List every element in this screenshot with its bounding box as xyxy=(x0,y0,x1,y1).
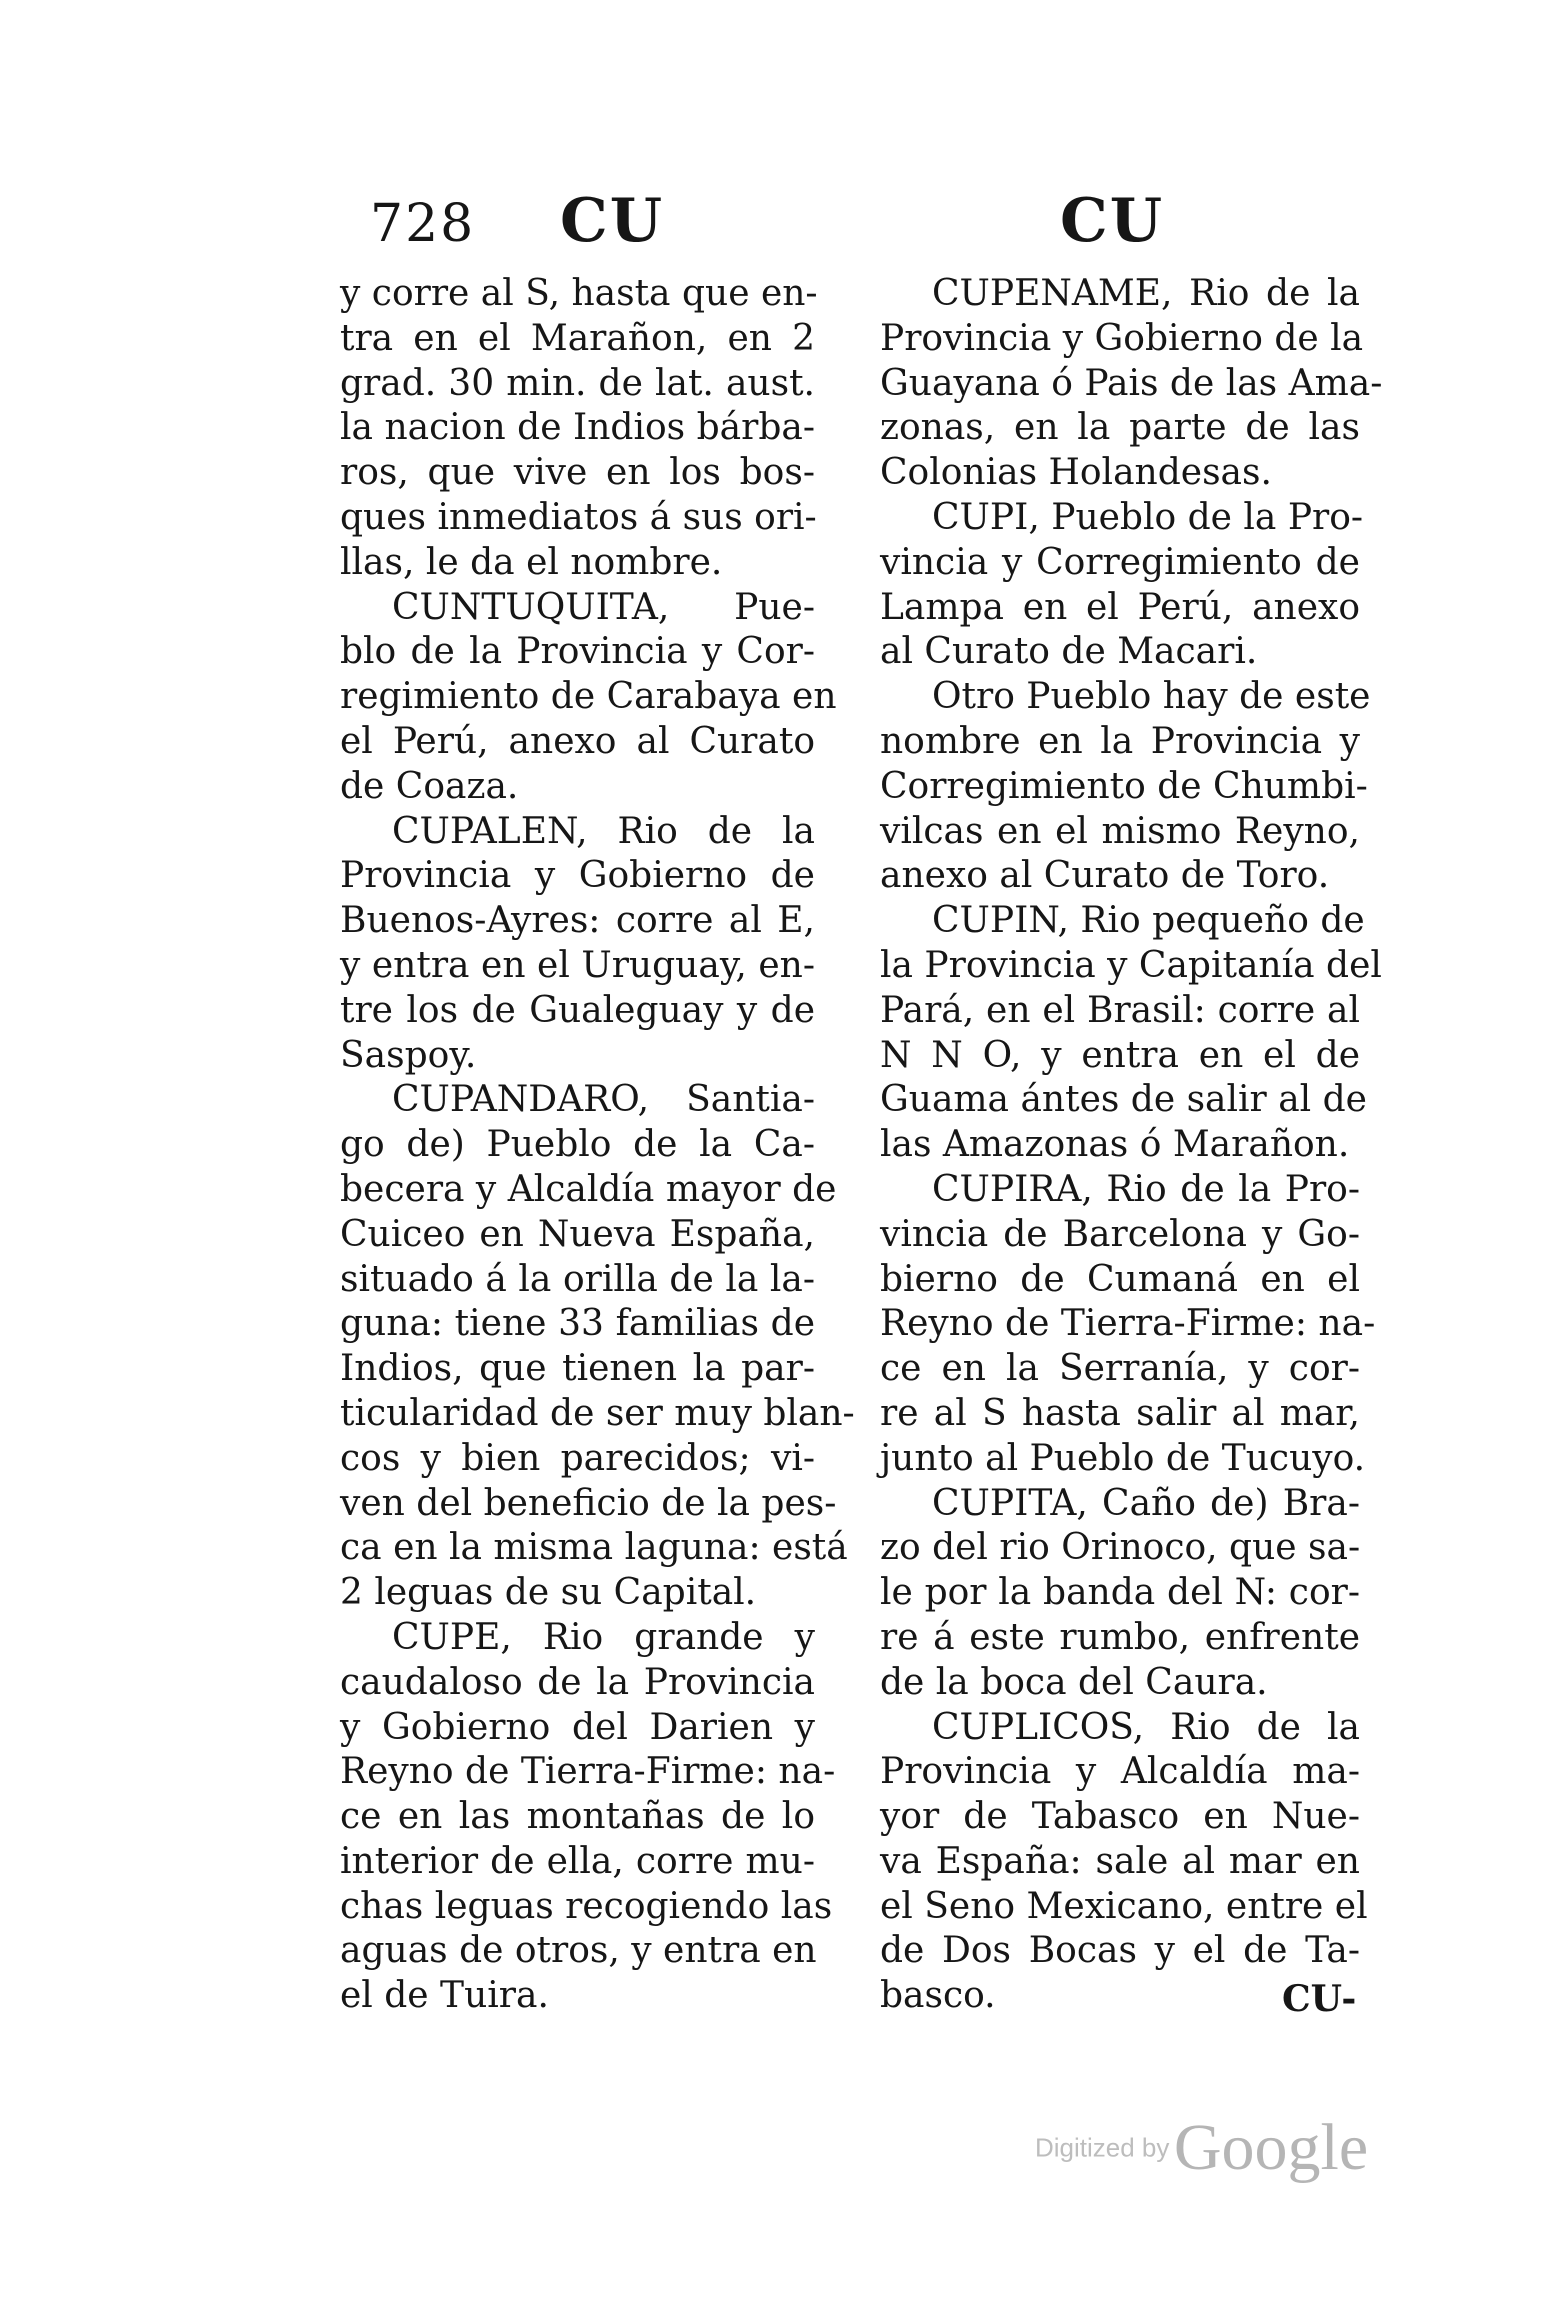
text-line: CUPIRA, Rio de la Pro- xyxy=(932,1168,1360,1210)
text-line: Provincia y Gobierno de la xyxy=(880,317,1364,359)
text-line: becera y Alcaldía mayor de xyxy=(340,1168,837,1210)
text-line: CUPLICOS, Rio de la xyxy=(932,1706,1360,1748)
text-line: CUPENAME, Rio de la xyxy=(932,273,1360,314)
text-line: ca en la misma laguna: está xyxy=(340,1527,848,1569)
text-line: ros, que vive en los bos- xyxy=(340,452,815,494)
text-line: caudaloso de la Provincia xyxy=(340,1661,815,1703)
text-line: Reyno de Tierra-Firme: na- xyxy=(880,1303,1376,1345)
text-line: ticularidad de ser muy blan- xyxy=(340,1392,855,1434)
text-line: ques inmediatos á sus ori- xyxy=(340,496,817,538)
text-line: CUPITA, Caño de) Bra- xyxy=(932,1482,1360,1524)
text-line: nombre en la Provincia y xyxy=(880,720,1360,762)
text-line: anexo al Curato de Toro. xyxy=(880,855,1330,897)
catchword: CU- xyxy=(1282,1978,1357,2020)
text-line: CUPALEN, Rio de la xyxy=(392,810,815,852)
text-line: Corregimiento de Chumbi- xyxy=(880,765,1368,807)
text-line: vincia y Corregimiento de xyxy=(880,541,1360,583)
text-line: y corre al S, hasta que en- xyxy=(340,273,818,314)
text-line: CUNTUQUITA, Pue- xyxy=(392,586,815,628)
text-line: Provincia y Gobierno de xyxy=(340,855,815,897)
text-line: CUPANDARO, Santia- xyxy=(392,1079,815,1121)
text-line: el Perú, anexo al Curato xyxy=(340,720,815,762)
text-line: llas, le da el nombre. xyxy=(340,541,723,583)
text-line: CUPIN, Rio pequeño de xyxy=(932,900,1365,942)
text-line: grad. 30 min. de lat. aust. xyxy=(340,362,815,404)
text-line: y Gobierno del Darien y xyxy=(340,1706,815,1748)
text-line: el Seno Mexicano, entre el xyxy=(880,1885,1368,1927)
text-line: Buenos-Ayres: corre al E, xyxy=(340,900,815,942)
text-line: interior de ella, corre mu- xyxy=(340,1840,815,1882)
text-line: 2 leguas de su Capital. xyxy=(340,1572,757,1614)
text-line: blo de la Provincia y Cor- xyxy=(340,631,815,673)
text-line: zo del rio Orinoco, que sa- xyxy=(880,1527,1361,1569)
text-line: vincia de Barcelona y Go- xyxy=(880,1213,1360,1255)
text-line: re á este rumbo, enfrente xyxy=(880,1616,1360,1658)
text-line: Reyno de Tierra-Firme: na- xyxy=(340,1751,836,1793)
text-line: va España: sale al mar en xyxy=(880,1840,1360,1882)
text-line: Lampa en el Perú, anexo xyxy=(880,586,1360,628)
text-line: chas leguas recogiendo las xyxy=(340,1885,833,1927)
text-line: aguas de otros, y entra en xyxy=(340,1930,817,1972)
text-line: bierno de Cumaná en el xyxy=(880,1258,1360,1300)
text-line: zonas, en la parte de las xyxy=(880,407,1360,449)
text-line: las Amazonas ó Marañon. xyxy=(880,1124,1350,1166)
text-line: junto al Pueblo de Tucuyo. xyxy=(880,1437,1366,1479)
text-line: la Provincia y Capitanía del xyxy=(880,944,1382,986)
text-line: basco. xyxy=(880,1975,996,2017)
text-line: cos y bien parecidos; vi- xyxy=(340,1437,815,1479)
text-line: Otro Pueblo hay de este xyxy=(932,676,1371,718)
text-line: re al S hasta salir al mar, xyxy=(880,1392,1360,1434)
text-line: Indios, que tienen la par- xyxy=(340,1348,815,1390)
text-line: Colonias Holandesas. xyxy=(880,452,1272,494)
page-number: 728 xyxy=(370,194,476,254)
text-line: Guayana ó Pais de las Ama- xyxy=(880,362,1383,404)
text-line: de la boca del Caura. xyxy=(880,1661,1268,1703)
text-line: ce en la Serranía, y cor- xyxy=(880,1348,1360,1390)
text-line: CUPI, Pueblo de la Pro- xyxy=(932,496,1364,538)
left-text-column xyxy=(340,272,855,2019)
text-line: Cuiceo en Nueva España, xyxy=(340,1213,815,1255)
right-text-column xyxy=(880,272,1383,2019)
text-line: Saspoy. xyxy=(340,1034,477,1076)
running-head-right: CU xyxy=(1060,186,1165,256)
page-header xyxy=(0,180,1551,270)
text-line: ce en las montañas de lo xyxy=(340,1796,815,1838)
text-line: tre los de Gualeguay y de xyxy=(340,989,815,1031)
text-line: la nacion de Indios bárba- xyxy=(340,407,815,449)
text-line: regimiento de Carabaya en xyxy=(340,676,837,718)
text-line: de Dos Bocas y el de Ta- xyxy=(880,1930,1360,1972)
text-line: N N O, y entra en el de xyxy=(880,1034,1360,1076)
text-line: vilcas en el mismo Reyno, xyxy=(880,810,1360,852)
watermark-digitized-by: Digitized by xyxy=(1035,2132,1170,2163)
text-line: tra en el Marañon, en 2 xyxy=(340,317,815,359)
text-line: guna: tiene 33 familias de xyxy=(340,1303,815,1345)
text-line: al Curato de Macari. xyxy=(880,631,1258,673)
text-line: Pará, en el Brasil: corre al xyxy=(880,989,1360,1031)
text-line: go de) Pueblo de la Ca- xyxy=(340,1124,815,1166)
text-line: situado á la orilla de la la- xyxy=(340,1258,815,1300)
digitized-watermark xyxy=(1035,2110,1368,2186)
text-line: de Coaza. xyxy=(340,765,519,807)
text-line: el de Tuira. xyxy=(340,1975,549,2017)
running-head-left: CU xyxy=(560,186,665,256)
text-line: y entra en el Uruguay, en- xyxy=(340,944,815,986)
text-line: yor de Tabasco en Nue- xyxy=(880,1796,1360,1838)
text-line: CUPE, Rio grande y xyxy=(392,1616,815,1658)
text-line: Provincia y Alcaldía ma- xyxy=(880,1751,1360,1793)
text-line: ven del beneficio de la pes- xyxy=(340,1482,837,1524)
watermark-google-logo: Google xyxy=(1173,2111,1369,2184)
text-line: Guama ántes de salir al de xyxy=(880,1079,1367,1121)
text-line: le por la banda del N: cor- xyxy=(880,1572,1360,1614)
